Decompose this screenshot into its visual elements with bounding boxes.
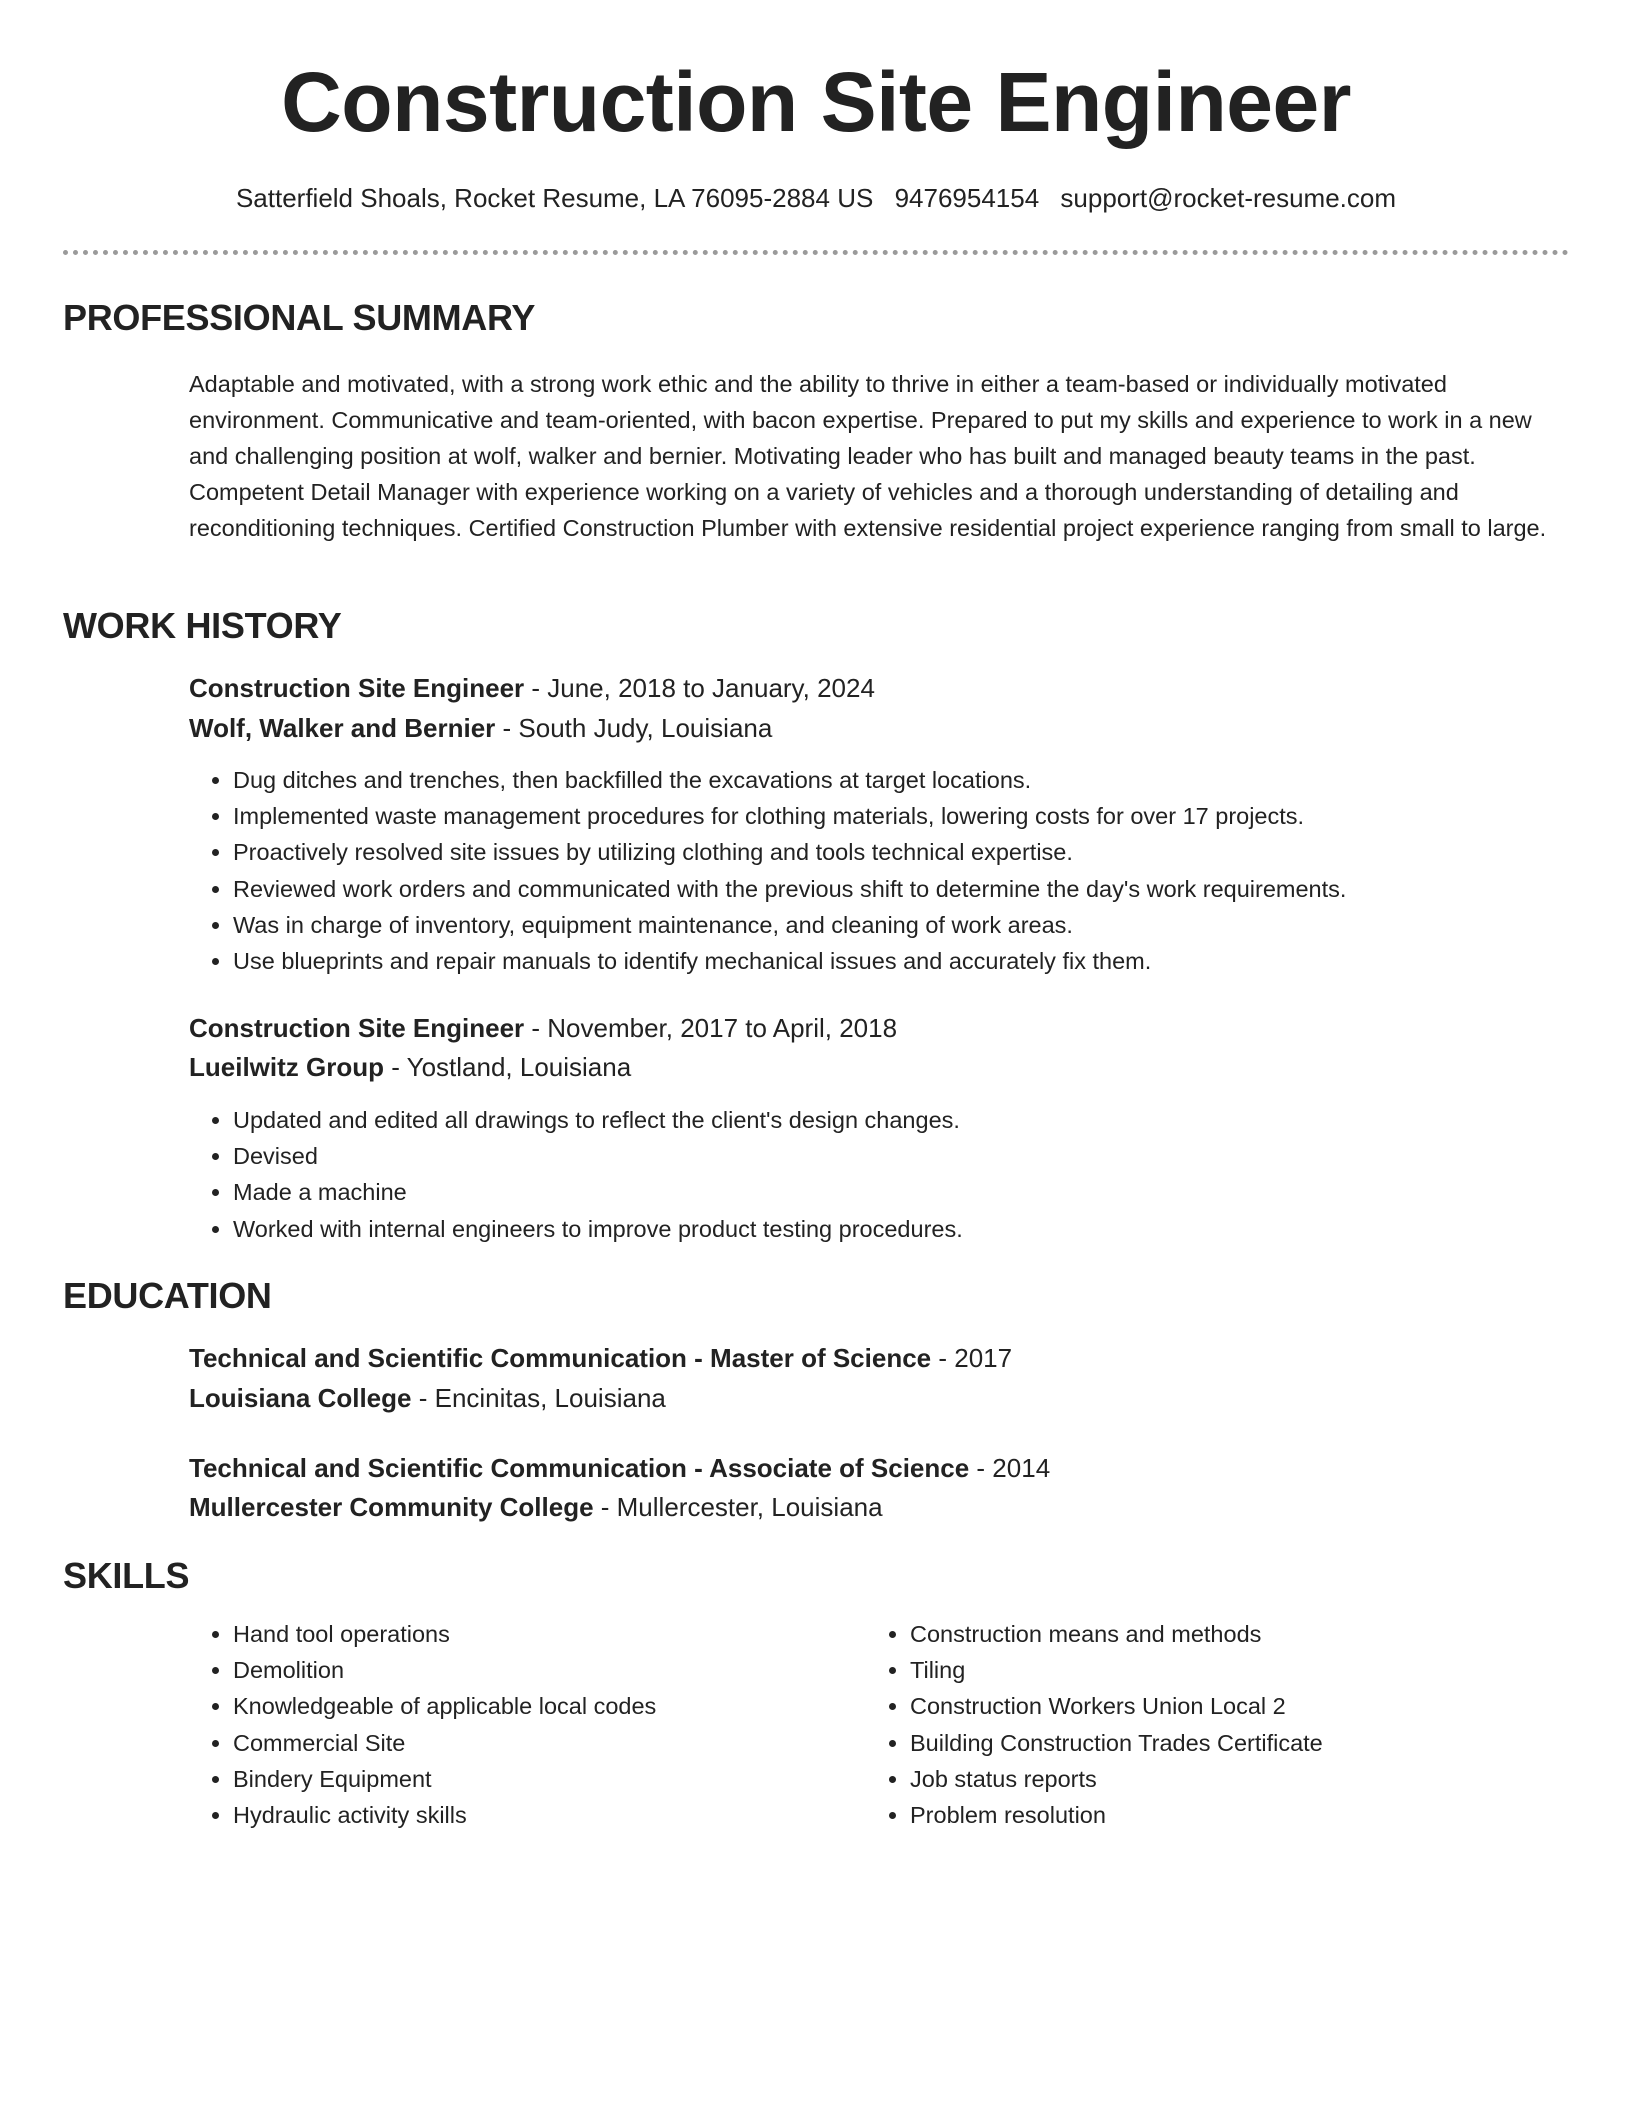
job-2-bullets bbox=[189, 1102, 963, 1247]
skills-list-right bbox=[866, 1616, 1510, 1833]
list-item: • Problem resolution bbox=[910, 1797, 1510, 1833]
education-1-location: - Encinitas, Louisiana bbox=[411, 1383, 666, 1413]
skills-heading: SKILLS bbox=[63, 1555, 190, 1596]
list-item: • Worked with internal engineers to improve product testing procedures. bbox=[233, 1211, 963, 1247]
contact-line bbox=[0, 180, 1632, 216]
list-item: • Use blueprints and repair manuals to identify mechanical issues and accurately fix them. bbox=[233, 943, 1346, 979]
education-2-year: - 2014 bbox=[969, 1453, 1051, 1483]
list-item: • Knowledgeable of applicable local codes bbox=[233, 1688, 833, 1724]
list-item: • Bindery Equipment bbox=[233, 1761, 833, 1797]
summary-heading: PROFESSIONAL SUMMARY bbox=[63, 297, 536, 338]
job-1-role: Construction Site Engineer bbox=[189, 673, 525, 703]
job-2-company-line bbox=[189, 1049, 631, 1085]
education-2-degree-line bbox=[189, 1450, 1050, 1486]
job-2-role: Construction Site Engineer bbox=[189, 1013, 525, 1043]
job-1-company-line bbox=[189, 710, 772, 746]
education-1-school-line bbox=[189, 1380, 666, 1416]
education-2-degree: Technical and Scientific Communication - Associate of Science bbox=[189, 1453, 970, 1483]
education-2-location: - Mullercester, Louisiana bbox=[593, 1492, 883, 1522]
list-item: • Devised bbox=[233, 1138, 963, 1174]
education-heading: EDUCATION bbox=[63, 1275, 272, 1316]
job-2-title-line bbox=[189, 1010, 897, 1046]
skills-list-left bbox=[189, 1616, 833, 1833]
list-item: • Tiling bbox=[910, 1652, 1510, 1688]
education-1-school: Louisiana College bbox=[189, 1383, 412, 1413]
contact-email: support@rocket-resume.com bbox=[1060, 183, 1397, 213]
list-item: • Hydraulic activity skills bbox=[233, 1797, 833, 1833]
list-item: • Made a machine bbox=[233, 1174, 963, 1210]
work-history-heading: WORK HISTORY bbox=[63, 605, 342, 646]
list-item: • Dug ditches and trenches, then backfilled the excavations at target locations. bbox=[233, 762, 1346, 798]
list-item: • Updated and edited all drawings to reflect the client's design changes. bbox=[233, 1102, 963, 1138]
list-item: • Construction Workers Union Local 2 bbox=[910, 1688, 1510, 1724]
contact-address: Satterfield Shoals, Rocket Resume, LA 76095-2884 US bbox=[235, 183, 874, 213]
education-1-year: - 2017 bbox=[931, 1343, 1013, 1373]
education-1-degree: Technical and Scientific Communication - Master of Science bbox=[189, 1343, 932, 1373]
job-1-title-line bbox=[189, 670, 875, 706]
list-item: • Implemented waste management procedures for clothing materials, lowering costs for over 17 projects. bbox=[233, 798, 1346, 834]
list-item: • Job status reports bbox=[910, 1761, 1510, 1797]
header-divider bbox=[63, 250, 1569, 255]
job-2-company: Lueilwitz Group bbox=[189, 1052, 384, 1082]
list-item: • Hand tool operations bbox=[233, 1616, 833, 1652]
list-item: • Proactively resolved site issues by utilizing clothing and tools technical expertise. bbox=[233, 834, 1346, 870]
education-1-degree-line bbox=[189, 1340, 1012, 1376]
job-2-location: - Yostland, Louisiana bbox=[384, 1052, 632, 1082]
job-1-company: Wolf, Walker and Bernier bbox=[189, 713, 496, 743]
resume-name: Construction Site Engineer bbox=[281, 55, 1351, 149]
job-1-location: - South Judy, Louisiana bbox=[495, 713, 773, 743]
job-1-bullets bbox=[189, 762, 1346, 979]
list-item: • Reviewed work orders and communicated with the previous shift to determine the day's work requirements. bbox=[233, 871, 1346, 907]
education-2-school: Mullercester Community College bbox=[189, 1492, 594, 1522]
list-item: • Was in charge of inventory, equipment maintenance, and cleaning of work areas. bbox=[233, 907, 1346, 943]
list-item: • Building Construction Trades Certificate bbox=[910, 1725, 1510, 1761]
education-2-school-line bbox=[189, 1489, 883, 1525]
summary-text: Adaptable and motivated, with a strong work ethic and the ability to thrive in either a team-based or individually motivated environment. Communicative and team-oriented, with bacon expertise. Prepared to put my skills and experience to work in a new and challenging position at wolf, walker and bernier. Motivating leader who has built and managed beauty teams in the past. Competent Detail Manager with experience working on a variety of vehicles and a thorough understanding of detailing and reconditioning techniques. Certified Construction Plumber with extensive residential project experience ranging from small to large. bbox=[189, 371, 1547, 541]
job-2-dates: - November, 2017 to April, 2018 bbox=[524, 1013, 898, 1043]
list-item: • Construction means and methods bbox=[910, 1616, 1510, 1652]
list-item: • Commercial Site bbox=[233, 1725, 833, 1761]
contact-phone: 9476954154 bbox=[894, 183, 1040, 213]
list-item: • Demolition bbox=[233, 1652, 833, 1688]
job-1-dates: - June, 2018 to January, 2024 bbox=[524, 673, 875, 703]
